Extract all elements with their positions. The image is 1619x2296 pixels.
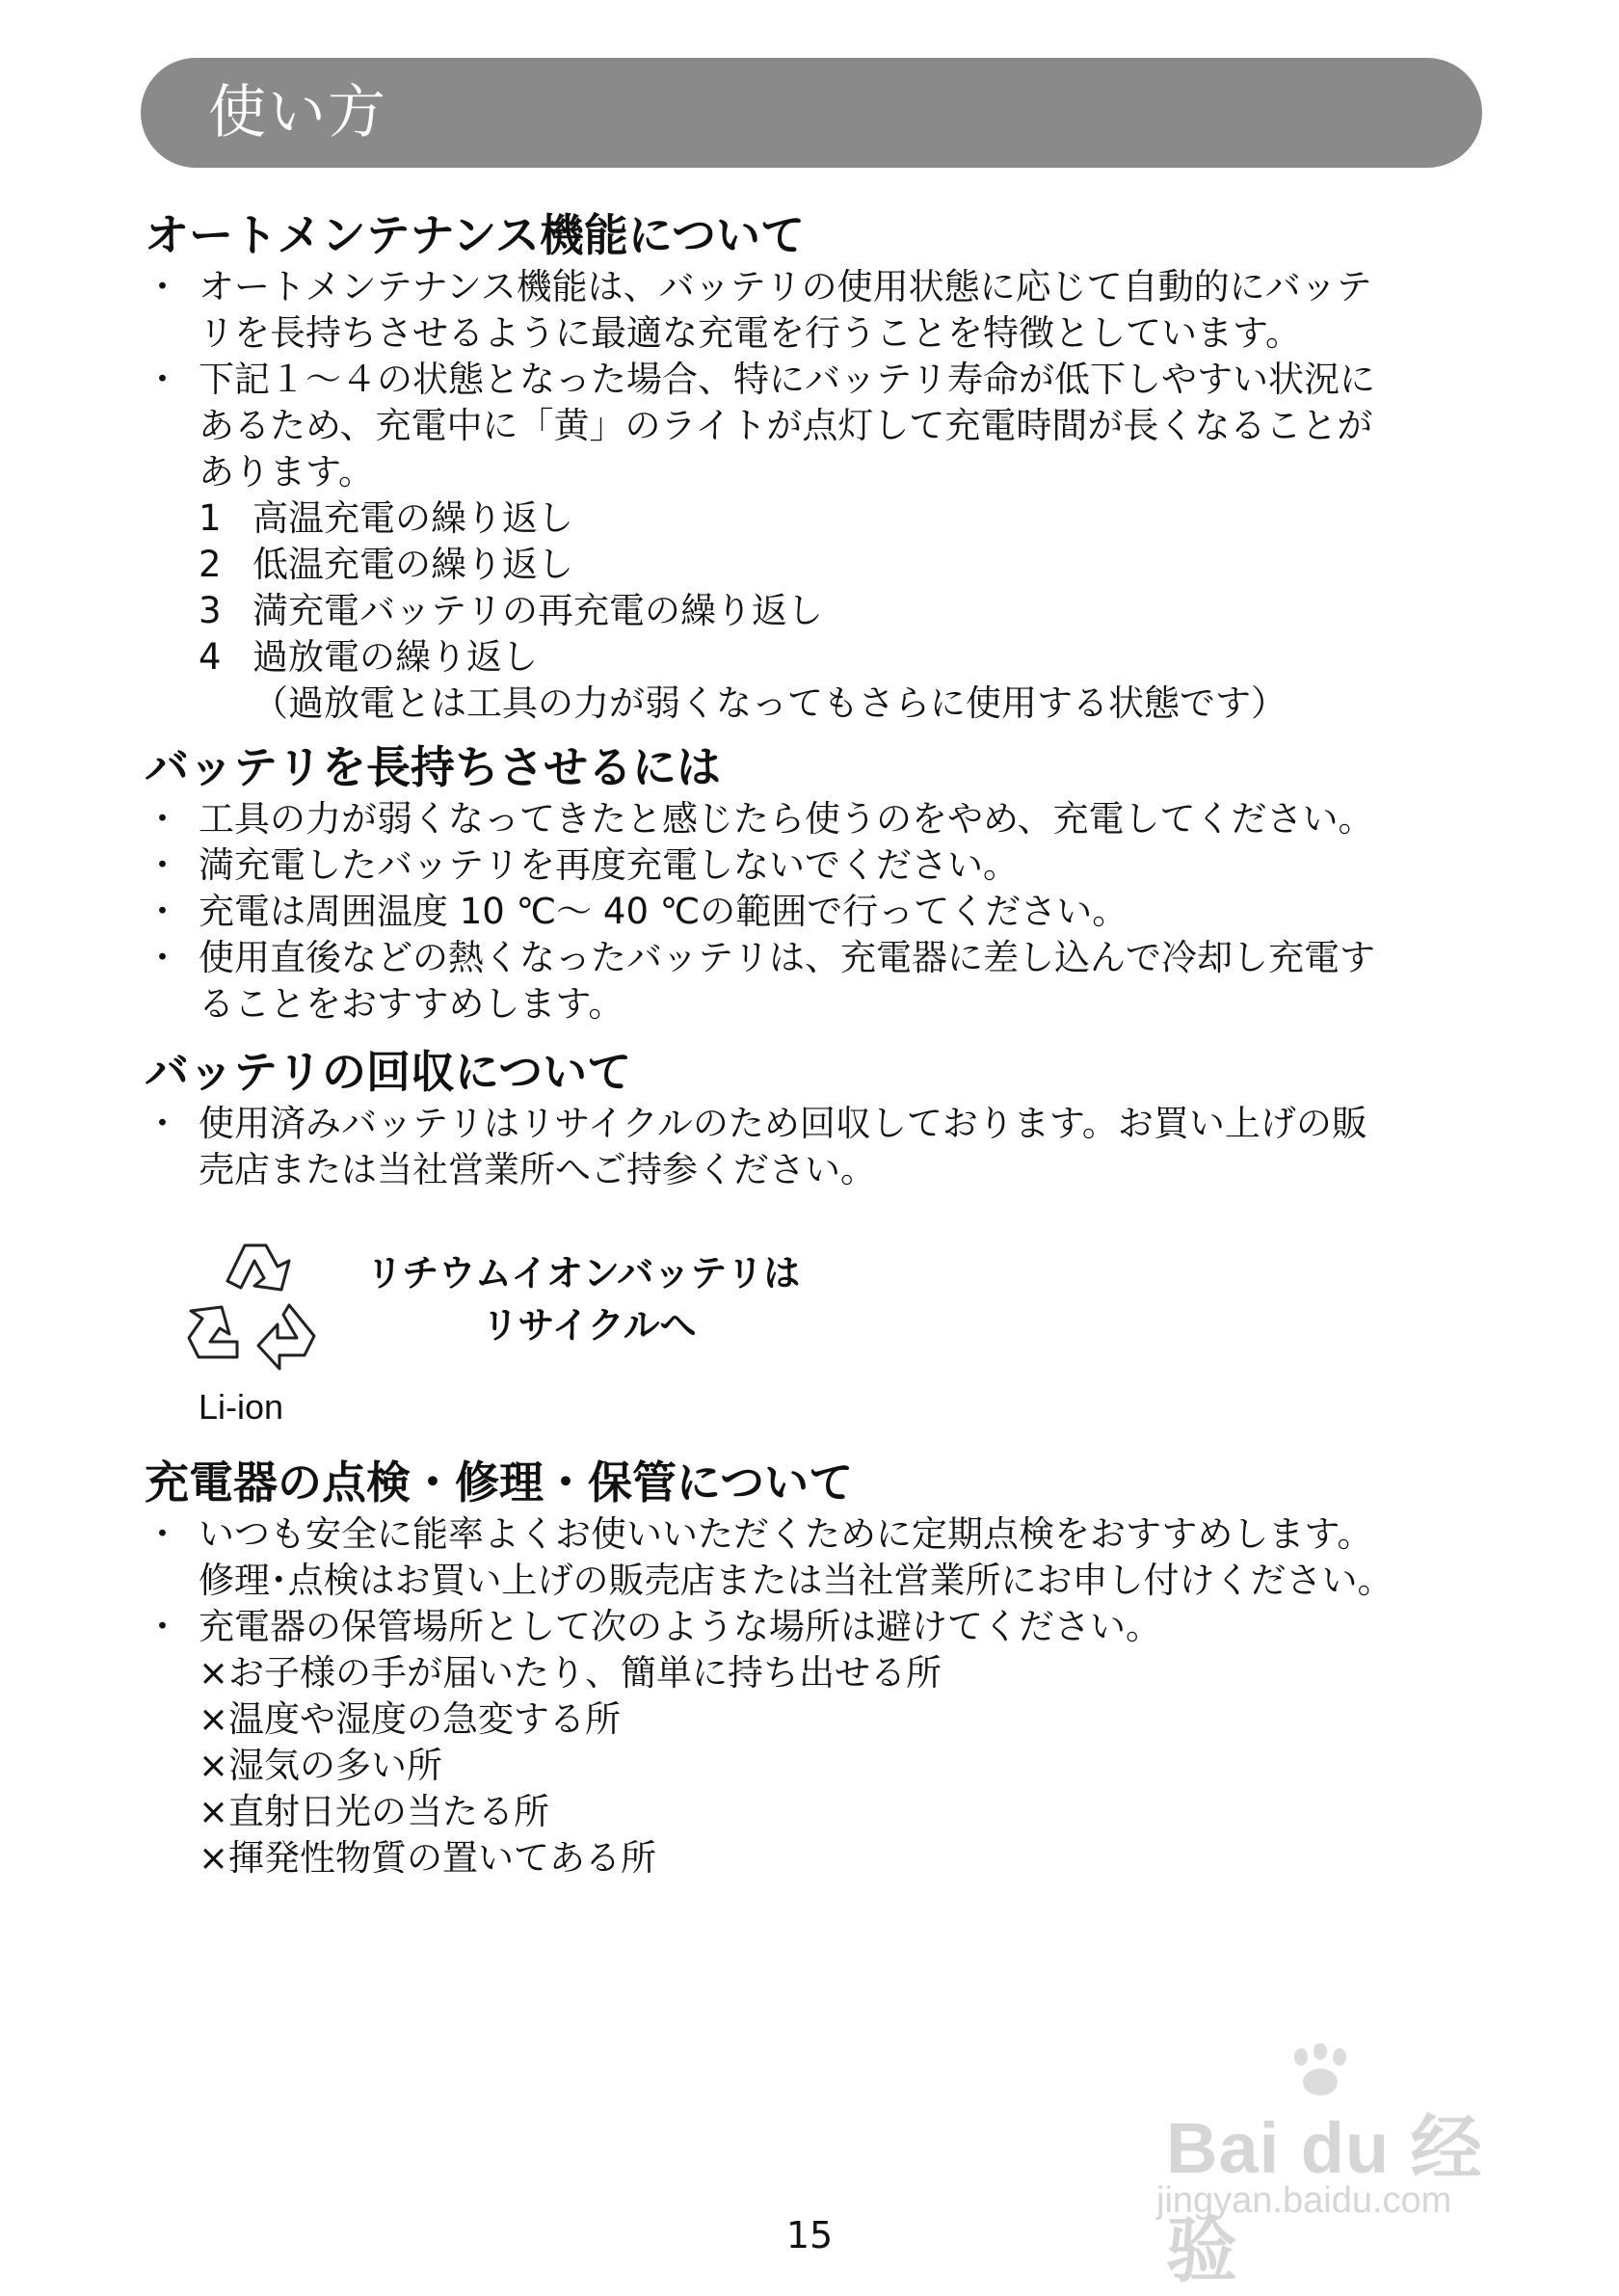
bullet-battery-life-2 <box>145 842 1494 889</box>
text-line: 充電器の保管場所として次のような場所は避けてください。 <box>199 1606 1161 1647</box>
avoid-item-3: ×湿気の多い所 <box>199 1745 443 1786</box>
bullet-mark: ・ <box>145 844 180 886</box>
text-line: 使用済みバッテリはリサイクルのため回収しております。お買い上げの販 <box>199 1103 1367 1144</box>
bullet-battery-life-3 <box>145 889 1494 935</box>
avoid-item-4: ×直射日光の当たる所 <box>199 1791 550 1832</box>
text-line: 工具の力が弱くなってきたと感じたら使うのをやめ、充電してください。 <box>199 798 1374 840</box>
banner-title: 使い方 <box>208 79 387 147</box>
text-line: オートメンテナンス機能は、バッテリの使用状態に応じて自動的にバッテ <box>199 266 1372 307</box>
bullet-mark: ・ <box>145 891 180 932</box>
bullet-auto-maintenance-1 <box>145 264 1494 357</box>
over-discharge-note: （過放電とは工具の力が弱くなってもさらに使用する状態です） <box>252 682 1287 724</box>
text-line: 満充電したバッテリを再度充電しないでください。 <box>199 844 1019 886</box>
condition-item-2 <box>145 542 1494 588</box>
text-line: あります。 <box>199 451 375 493</box>
avoid-item-1: ×お子様の手が届いたり、簡単に持ち出せる所 <box>199 1652 942 1694</box>
bullet-battery-life-4 <box>145 935 1494 1028</box>
bullet-battery-life-1 <box>145 796 1494 842</box>
condition-text: 満充電バッテリの再充電の繰り返し <box>252 590 823 631</box>
bullet-mark: ・ <box>145 1513 180 1555</box>
condition-item-3 <box>145 588 1494 634</box>
condition-number: 1 <box>199 497 222 539</box>
avoid-item-5: ×揮発性物質の置いてある所 <box>199 1837 657 1879</box>
bullet-mark: ・ <box>145 266 180 307</box>
bullet-recycling <box>145 1101 1494 1193</box>
avoid-item-2: ×温度や湿度の急変する所 <box>199 1698 622 1740</box>
bullet-mark: ・ <box>145 1103 180 1144</box>
recycle-text-line2: リサイクルへ <box>482 1304 697 1347</box>
bullet-mark: ・ <box>145 937 180 978</box>
heading-battery-life: バッテリを長持ちさせるには <box>145 741 721 793</box>
text-line: ることをおすすめします。 <box>199 983 624 1025</box>
spacer <box>145 1193 1494 1222</box>
text-line: あるため、充電中に「黄」のライトが点灯して充電時間が長くなることが <box>199 405 1373 446</box>
recycle-text-line1: リチウムイオンバッテリは <box>366 1252 801 1295</box>
condition-text: 過放電の繰り返し <box>252 636 538 678</box>
heading-recycling: バッテリの回収について <box>145 1046 632 1098</box>
bullet-charger-1 <box>145 1511 1494 1604</box>
condition-text: 低温充電の繰り返し <box>252 544 573 585</box>
condition-item-1 <box>145 495 1494 542</box>
baidu-watermark <box>1137 2043 1523 2290</box>
bullet-auto-maintenance-2 <box>145 357 1494 495</box>
recycle-block <box>145 1222 1494 1454</box>
text-line: リを長持ちさせるように最適な充電を行うことを特徴としています。 <box>199 312 1302 354</box>
bullet-mark: ・ <box>145 798 180 840</box>
bullet-charger-2 <box>145 1604 1494 1650</box>
text-line: いつも安全に能率よくお使いいただくために定期点検をおすすめします。 <box>199 1513 1373 1555</box>
section-banner <box>141 58 1482 168</box>
text-line: 使用直後などの熱くなったバッテリは、充電器に差し込んで冷却し充電す <box>199 937 1375 978</box>
condition-number: 4 <box>199 636 222 678</box>
text-line: 下記１～４の状態となった場合、特にバッテリ寿命が低下しやすい状況に <box>199 359 1375 400</box>
heading-auto-maintenance: オートメンテナンス機能について <box>145 209 805 261</box>
condition-number: 3 <box>199 590 222 631</box>
page-content <box>145 206 1494 1882</box>
text-line: 修理･点検はお買い上げの販売店または当社営業所にお申し付けください。 <box>199 1560 1393 1601</box>
text-line: 売店または当社営業所へご持参ください。 <box>199 1149 876 1190</box>
condition-text: 高温充電の繰り返し <box>252 497 573 539</box>
condition-number: 2 <box>199 544 222 585</box>
watermark-main: Bai du 经验 <box>1166 2108 1483 2290</box>
spacer <box>145 1028 1494 1043</box>
text-line: 充電は周囲温度 10 ℃～ 40 ℃の範囲で行ってください。 <box>199 891 1128 932</box>
condition-item-4 <box>145 634 1494 681</box>
page-number: 15 <box>785 2214 834 2256</box>
spacer <box>145 727 1494 738</box>
recycle-icon <box>170 1228 333 1382</box>
recycle-caption: Li-ion <box>199 1387 284 1427</box>
bullet-mark: ・ <box>145 359 180 400</box>
heading-charger: 充電器の点検・修理・保管について <box>145 1456 854 1508</box>
watermark-sub: jingyan.baidu.com <box>1156 2180 1452 2221</box>
bullet-mark: ・ <box>145 1606 180 1647</box>
